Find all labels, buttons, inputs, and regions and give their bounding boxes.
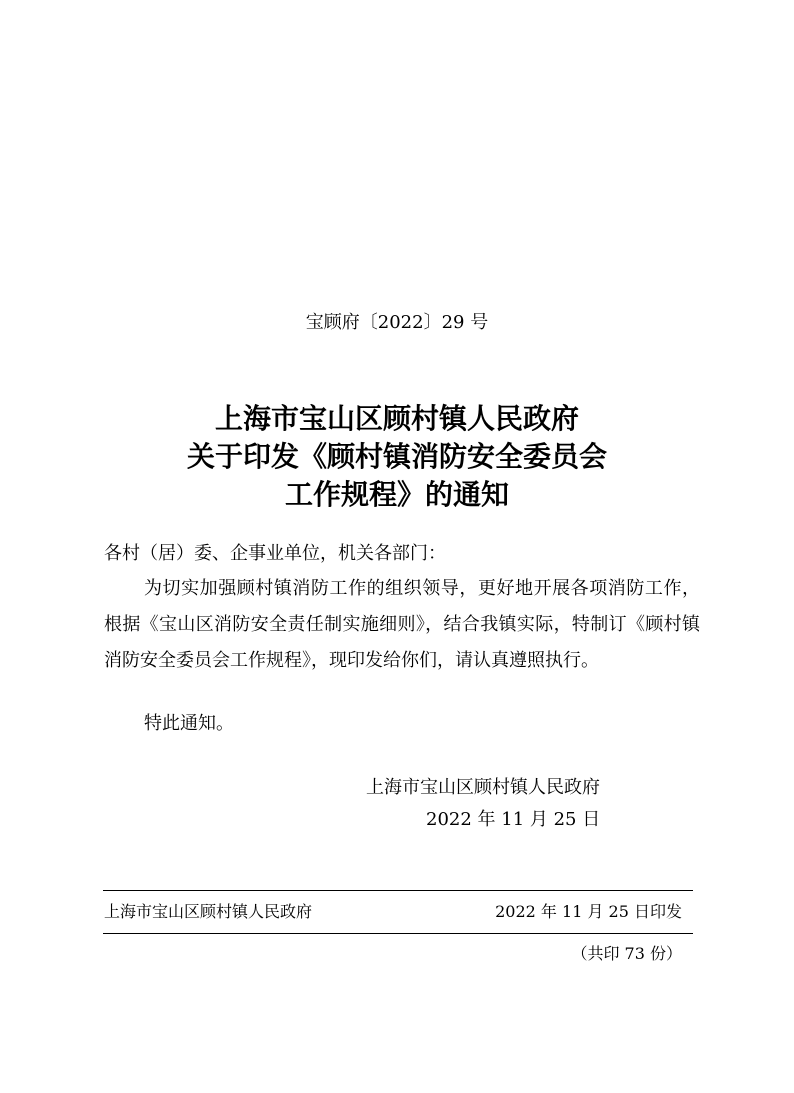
document-number: 宝顾府〔2022〕29 号 bbox=[305, 312, 489, 333]
footer-issue-date: 2022 年 11 月 25 日印发 bbox=[495, 902, 682, 921]
footer-top-rule bbox=[103, 890, 693, 891]
footer-bottom-rule bbox=[103, 933, 693, 934]
footer-issuer: 上海市宝山区顾村镇人民政府 bbox=[104, 902, 313, 921]
signature-date: 2022 年 11 月 25 日 bbox=[426, 809, 601, 830]
document-title bbox=[0, 400, 794, 514]
salutation: 各村（居）委、企事业单位，机关各部门： bbox=[104, 543, 446, 564]
body-paragraph-2: 特此通知。 bbox=[144, 713, 234, 734]
title-line-1: 上海市宝山区顾村镇人民政府 bbox=[214, 402, 579, 435]
title-line-3: 工作规程》的通知 bbox=[284, 478, 509, 511]
title-line-2: 关于印发《顾村镇消防安全委员会 bbox=[186, 440, 607, 473]
copies-count: （共印 73 份） bbox=[571, 944, 682, 963]
body-paragraph-1: 为切实加强顾村镇消防工作的组织领导，更好地开展各项消防工作，根据《宝山区消防安全责任制实施细则》，结合我镇实际，特制订《顾村镇消防安全委员会工作规程》，现印发给你们，请认真遵照执行。 bbox=[104, 578, 700, 671]
signature-organization: 上海市宝山区顾村镇人民政府 bbox=[366, 777, 600, 798]
